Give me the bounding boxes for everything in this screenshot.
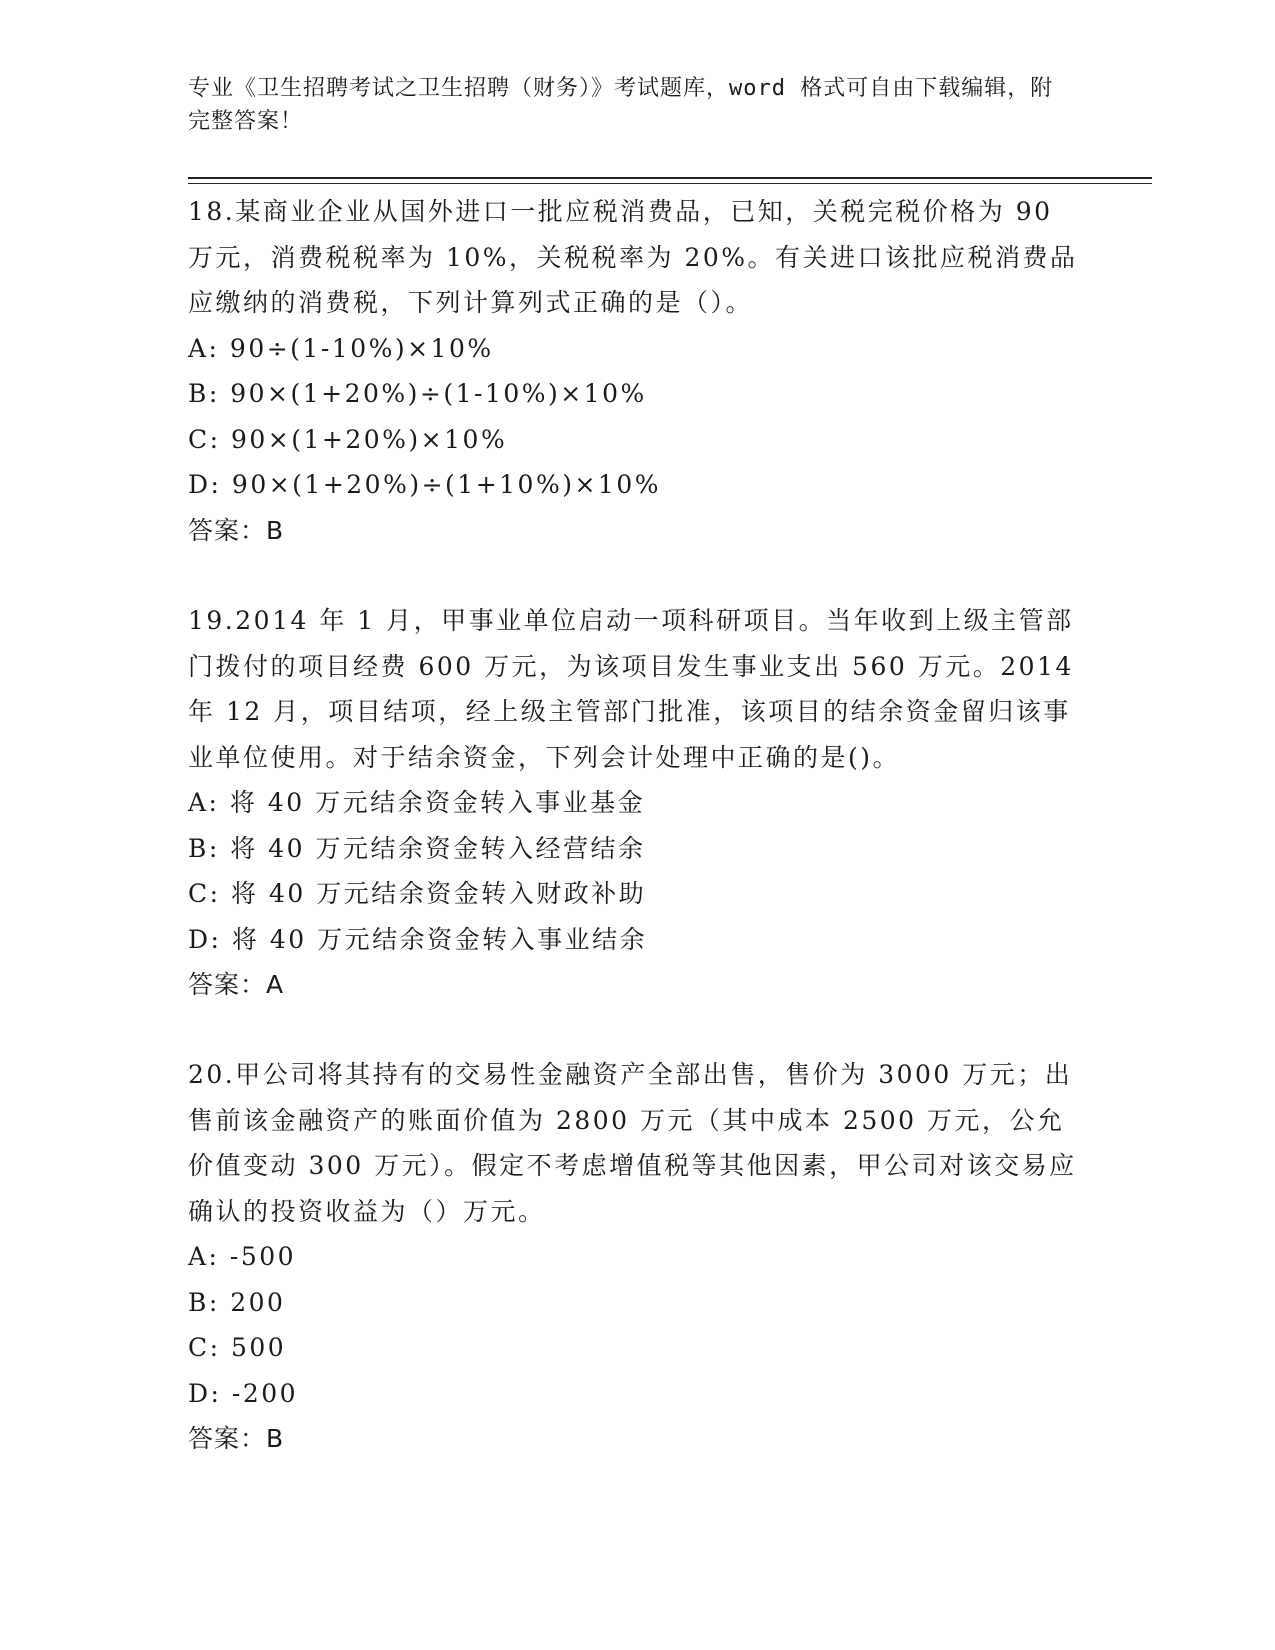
option-b: B: 200 xyxy=(188,1287,286,1317)
option-c: C: 500 xyxy=(188,1333,287,1362)
option-c: C: 90×(1+20%)×10% xyxy=(188,424,508,454)
question-stem: 18.某商业企业从国外进口一批应税消费品，已知，关税完税价格为 90 万元，消费税税率为 10%，关税税率为 20%。有关进口该批应税消费品应缴纳的消费税，下列计算列式正确的是（）。 xyxy=(188,197,1078,317)
option-d: D: -200 xyxy=(188,1378,299,1408)
question-19 xyxy=(188,598,1088,1008)
option-d: D: 将 40 万元结余资金转入事业结余 xyxy=(188,924,648,954)
question-20 xyxy=(188,1052,1088,1462)
option-b: B: 90×(1+20%)÷(1-10%)×10% xyxy=(188,379,647,408)
option-d: D: 90×(1+20%)÷(1+10%)×10% xyxy=(188,470,661,499)
option-a: A: 90÷(1-10%)×10% xyxy=(188,333,494,363)
option-a: A: 将 40 万元结余资金转入事业基金 xyxy=(188,788,646,817)
question-stem: 20.甲公司将其持有的交易性金融资产全部出售，售价为 3000 万元；出售前该金融资产的账面价值为 2800 万元（其中成本 2500 万元，公允价值变动 300 万元）。假定不考虑增值税等其他因素，甲公司对该交易应确认的投资收益为（）万元。 xyxy=(188,1060,1077,1226)
answer-label: 答案：B xyxy=(188,515,285,545)
option-b: B: 将 40 万元结余资金转入经营结余 xyxy=(188,833,646,863)
header-rule-thick xyxy=(188,177,1152,179)
question-stem: 19.2014 年 1 月，甲事业单位启动一项科研项目。当年收到上级主管部门拨付的项目经费 600 万元，为该项目发生事业支出 560 万元。2014 年 12 月，项目结项，经上级主管部门批准，该项目的结余资金留归该事业单位使用。对于结余资金，下列会计处理中正确的是()。 xyxy=(188,606,1074,772)
question-18 xyxy=(188,189,1088,553)
option-c: C: 将 40 万元结余资金转入财政补助 xyxy=(188,879,647,908)
answer-label: 答案：A xyxy=(188,970,285,999)
header-rule-thin xyxy=(188,183,1152,184)
answer-label: 答案：B xyxy=(188,1424,285,1453)
document-header: 专业《卫生招聘考试之卫生招聘（财务）》考试题库，word 格式可自由下载编辑，附完整答案！ xyxy=(188,76,1054,134)
option-a: A: -500 xyxy=(188,1242,297,1271)
